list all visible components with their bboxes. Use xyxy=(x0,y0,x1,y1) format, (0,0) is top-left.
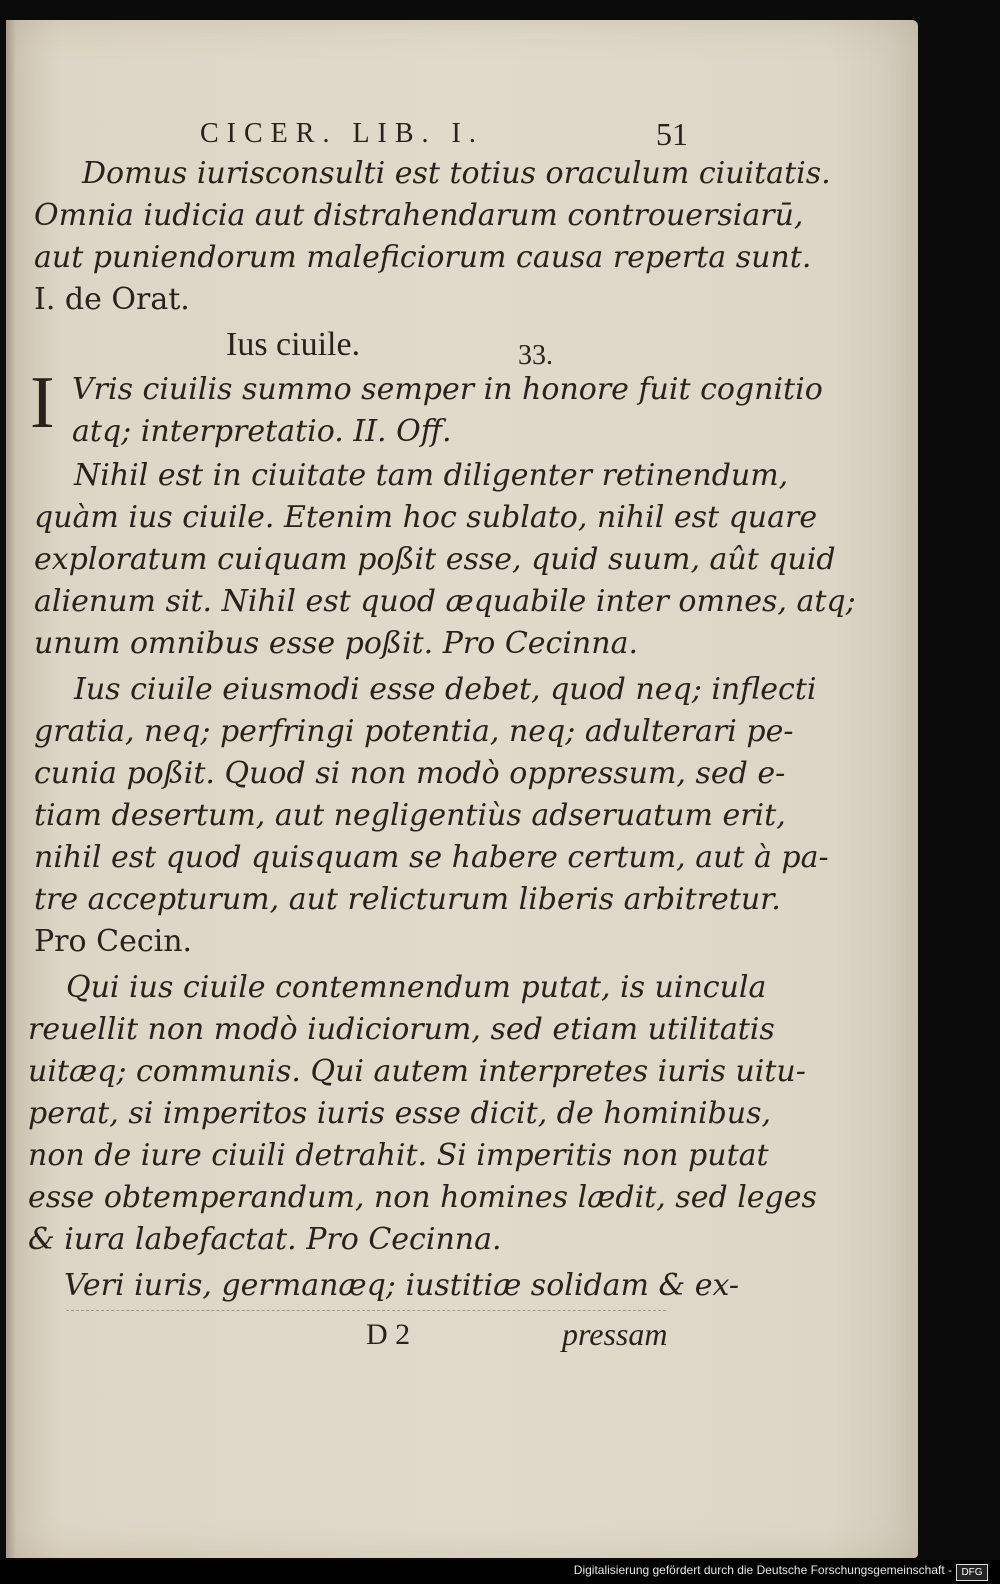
footer-credit: Digitalisierung gefördert durch die Deutsche Forschungsgemeinschaft - xyxy=(573,1563,952,1577)
text-line: Qui ius ciuile contemnendum putat, is uincula xyxy=(66,970,767,1005)
text-line: cunia poßit. Quod si non modò oppressum, sed e- xyxy=(34,756,786,791)
section-number: 33. xyxy=(518,340,553,371)
drop-cap: I xyxy=(30,362,55,444)
text-line: Ius ciuile eiusmodi esse debet, quod neq; inflecti xyxy=(74,672,817,707)
text-line: Veri iuris, germanæq; iustitiæ solidam & ex- xyxy=(64,1268,740,1303)
text-line: Pro Cecin. xyxy=(34,924,193,959)
catchword: pressam xyxy=(562,1316,668,1352)
text-line: perat, si imperitos iuris esse dicit, de hominibus, xyxy=(28,1096,772,1131)
text-line: uitæq; communis. Qui autem interpretes iuris uitu- xyxy=(28,1054,806,1089)
text-line: alienum sit. Nihil est quod æquabile inter omnes, atq; xyxy=(34,584,856,619)
text-line: esse obtemperandum, non homines lædit, sed leges xyxy=(28,1180,817,1215)
text-line: Vris ciuilis summo semper in honore fuit cognitio xyxy=(72,372,823,407)
text-line: I. de Orat. xyxy=(34,282,190,317)
underline-rule xyxy=(66,1310,666,1311)
text-line: aut puniendorum maleficiorum causa reperta sunt. xyxy=(34,240,812,275)
text-line: tre accepturum, aut relicturum liberis arbitretur. xyxy=(34,882,781,917)
text-line: quàm ius ciuile. Etenim hoc sublato, nihil est quare xyxy=(34,500,818,535)
text-line: & iura labefactat. Pro Cecinna. xyxy=(28,1222,502,1257)
signature-mark: D 2 xyxy=(366,1318,411,1351)
text-line: nihil est quod quisquam se habere certum, aut à pa- xyxy=(34,840,829,875)
text-line: atq; interpretatio. II. Off. xyxy=(72,414,452,449)
text-line: non de iure ciuili detrahit. Si imperitis non putat xyxy=(28,1138,769,1173)
text-line: Domus iurisconsulti est totius oraculum ciuitatis. xyxy=(82,156,831,191)
dfg-logo: DFG xyxy=(956,1564,988,1581)
text-line: Omnia iudicia aut distrahendarum controuersiarū, xyxy=(34,198,804,233)
text-line: reuellit non modò iudiciorum, sed etiam utilitatis xyxy=(28,1012,775,1047)
page-gutter-shadow xyxy=(6,20,16,1558)
text-line: tiam desertum, aut negligentiùs adseruatum erit, xyxy=(34,798,786,833)
section-title: Ius ciuile. xyxy=(226,326,361,363)
text-line: Nihil est in ciuitate tam diligenter retinendum, xyxy=(74,458,789,493)
running-head: CICER. LIB. I. xyxy=(200,118,484,149)
text-line: unum omnibus esse poßit. Pro Cecinna. xyxy=(34,626,638,661)
text-line: gratia, neq; perfringi potentia, neq; adulterari pe- xyxy=(34,714,794,749)
page-number: 51 xyxy=(656,116,688,152)
text-line: exploratum cuiquam poßit esse, quid suum, aût quid xyxy=(34,542,836,577)
